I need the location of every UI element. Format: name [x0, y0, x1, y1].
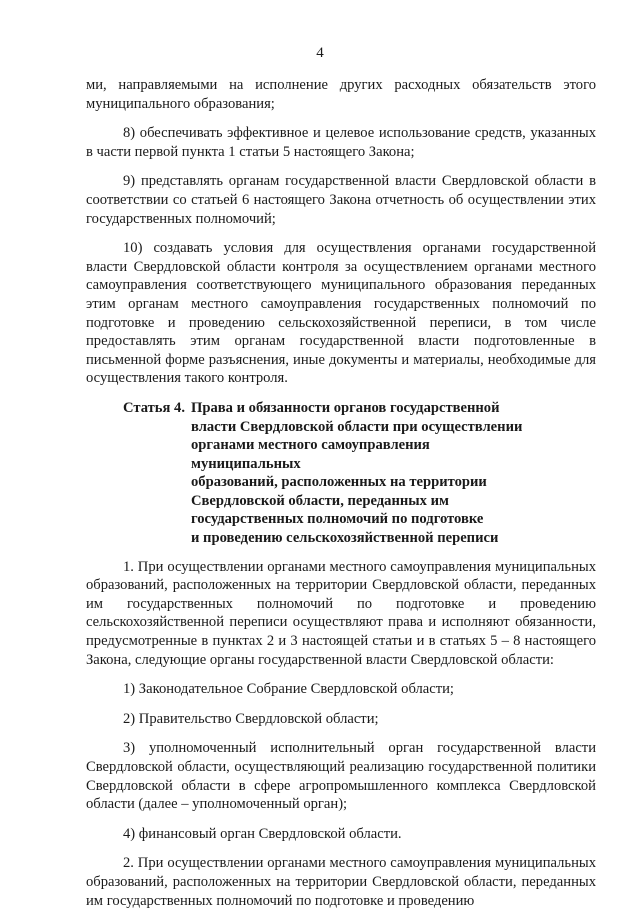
article-heading [123, 399, 596, 548]
article-title-line: государственных полномочий по подготовке [191, 511, 484, 528]
article-title-line: Свердловской области, переданных им [191, 492, 449, 509]
article-title-line: Права и обязанности органов государственной [191, 399, 500, 416]
list-item-4: 4) финансовый орган Свердловской области. [123, 825, 402, 842]
list-item-3: 3) уполномоченный исполнительный орган государственной власти Свердловской области, осуществляющий реализацию государственной политики Свердловской области в сфере агропромышленного комплекса Свердловской области (далее – уполномоченный орган); [86, 740, 596, 813]
list-item-9: 9) представлять органам государственной власти Свердловской области в соответствии со статьей 6 настоящего Закона отчетность об осуществлении этих государственных полномочий; [86, 173, 596, 227]
page-number: 4 [316, 45, 324, 61]
article-title-line: и проведению сельскохозяйственной переписи [191, 530, 499, 547]
article-title [191, 399, 536, 548]
list-item-8: 8) обеспечивать эффективное и целевое использование средств, указанных в части первой пункта 1 статьи 5 настоящего Закона; [86, 125, 596, 160]
document-body [86, 76, 596, 921]
article-title-line: образований, расположенных на территории [191, 474, 487, 491]
paragraph-continuation: ми, направляемыми на исполнение других расходных обязательств этого муниципального образования; [86, 77, 596, 112]
article-title-line: власти Свердловской области при осуществлении [191, 418, 523, 435]
list-item-2: 2) Правительство Свердловской области; [123, 710, 379, 727]
clause-2: 2. При осуществлении органами местного самоуправления муниципальных образований, расположенных на территории Свердловской области, переданных им государственных полномочий по подготовке и проведению [86, 855, 596, 909]
list-item-1: 1) Законодательное Собрание Свердловской области; [123, 681, 454, 698]
clause-1: 1. При осуществлении органами местного самоуправления муниципальных образований, расположенных на территории Свердловской области, переданных им государственных полномочий по подготовке и проведению сельскохозяйственной переписи осуществляют права и исполняют обязанности, предусмотренные в пунктах 2 и 3 настоящей статьи и в статьях 5 – 8 настоящего Закона, следующие органы государственной власти Свердловской области: [86, 558, 596, 668]
list-item-10: 10) создавать условия для осуществления органами государственной власти Свердловской области контроля за осуществлением органами местного самоуправления соответствующего муниципального образования переданных этим органам местного самоуправления государственных полномочий по подготовке и проведению сельскохозяйственной переписи, в том числе предоставлять этим органам государственной власти подготовленные в письменной форме разъяснения, иные документы и материалы, необходимые для осуществления такого контроля. [86, 240, 596, 387]
article-title-line: органами местного самоуправления муниципальных [191, 437, 430, 472]
article-label: Статья 4. [123, 399, 185, 416]
